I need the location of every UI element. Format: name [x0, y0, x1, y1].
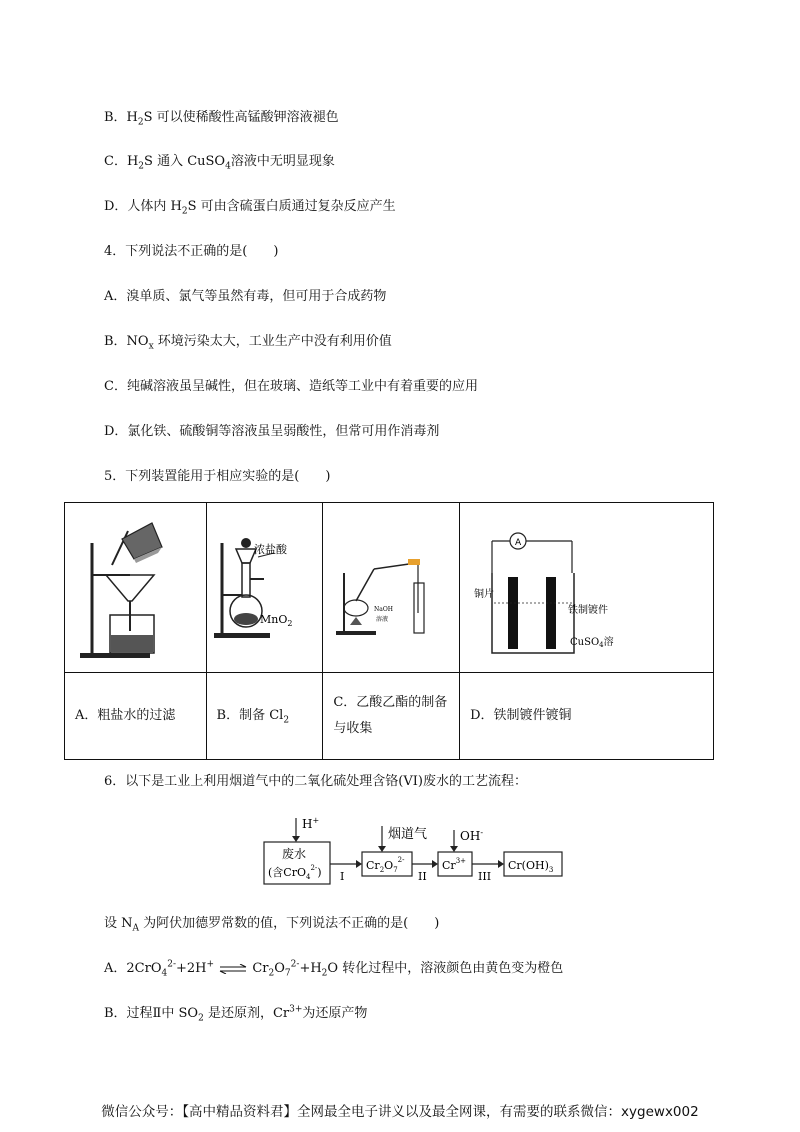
- flow-step-2: II: [418, 870, 427, 883]
- q4-option-b: B．$NO_x$ 环境污染太大，工业生产中没有利用价值: [104, 334, 392, 352]
- caption-c: C．乙酸乙酯的制备 与收集: [323, 673, 460, 760]
- caption-a: A．粗盐水的过滤: [65, 673, 207, 760]
- q6-stem: 6．以下是工业上利用烟道气中的二氧化硫处理含铬(VI)废水的工艺流程：: [104, 774, 527, 789]
- flow-flue-gas: 烟道气: [388, 827, 428, 842]
- q4-option-c: C．纯碱溶液虽呈碱性，但在玻璃、造纸等工业中有着重要的应用: [104, 379, 478, 394]
- label-conc-hcl: 浓盐酸: [254, 542, 288, 556]
- label-iron: 铁制镀件: [567, 604, 608, 616]
- q4-option-a: A．溴单质、氯气等虽然有毒，但可用于合成药物: [104, 289, 387, 304]
- caption-b: B．制备 $Cl_2$: [206, 673, 323, 760]
- q6-option-a: A．2CrO$_4^{2-}$+2H+ $Cr_2O_7^{2-}+H_2O$ 转化过程中，溶液颜色由黄色变为橙色: [104, 959, 564, 979]
- q6-option-b: B．过程Ⅱ中 $SO_2$ 是还原剂，$Cr^{3+}$为还原产物: [104, 1004, 368, 1024]
- equilibrium-arrow-icon: [218, 964, 248, 974]
- flow-dichromate: $Cr_2O_7^{2-}$: [366, 856, 405, 874]
- flow-waste-cro4: (含CrO$_4^{2-}$): [268, 864, 322, 881]
- label-mno2: MnO$_2$: [260, 612, 293, 628]
- process-flow: [262, 814, 572, 898]
- filtration-diagram: [70, 513, 200, 663]
- flow-chromium-ion: $Cr^{3+}$: [442, 857, 467, 872]
- q3-option-d: D．人体内 $H_2S$ 可由含硫蛋白质通过复杂反应产生: [104, 199, 396, 217]
- q4-option-d: D．氯化铁、硫酸铜等溶液虽呈弱酸性，但常可用作消毒剂: [104, 424, 440, 439]
- caption-d: D．铁制镀件镀铜: [460, 673, 714, 760]
- ester-diagram: [326, 513, 456, 663]
- flow-waste-water: 废水: [282, 847, 307, 861]
- chlorine-diagram: [208, 513, 320, 663]
- process-flow-diagram: [262, 814, 572, 894]
- apparatus-ester: [323, 503, 460, 673]
- apparatus-table: [64, 502, 714, 760]
- flow-hydroxide: OH-: [460, 828, 484, 843]
- flow-step-3: III: [478, 870, 492, 883]
- flow-step-1: I: [340, 870, 345, 883]
- apparatus-electroplating: [460, 503, 714, 673]
- q5-stem: 5．下列装置能用于相应实验的是( ): [104, 469, 331, 484]
- q3-option-b: B．$H_2S$ 可以使稀酸性高锰酸钾溶液褪色: [104, 110, 339, 128]
- label-naoh: NaOH: [374, 605, 394, 613]
- ammeter-label: A: [514, 537, 521, 548]
- electroplating-diagram: [462, 513, 712, 663]
- flow-chromium-hydroxide: $Cr(OH)_3$: [508, 859, 554, 874]
- label-cuso4: CuSO$_4$溶: [569, 636, 614, 649]
- label-copper: 铜片: [473, 588, 494, 600]
- apparatus-filtration: [65, 503, 207, 673]
- footer-wechat: 微信公众号：【高中精品资料君】全网最全电子讲义以及最全网课，有需要的联系微信：xygewx002: [101, 1104, 699, 1120]
- q4-stem: 4．下列说法不正确的是( ): [104, 244, 279, 259]
- label-solution: 溶液: [376, 615, 389, 623]
- q6-na-stem: 设 $N_A$ 为阿伏加德罗常数的值，下列说法不正确的是( ): [104, 916, 440, 934]
- q3-option-c: C．$H_2S$ 通入 CuSO$_4$溶液中无明显现象: [104, 154, 335, 172]
- apparatus-chlorine: [206, 503, 323, 673]
- flow-h-plus: H+: [302, 816, 320, 831]
